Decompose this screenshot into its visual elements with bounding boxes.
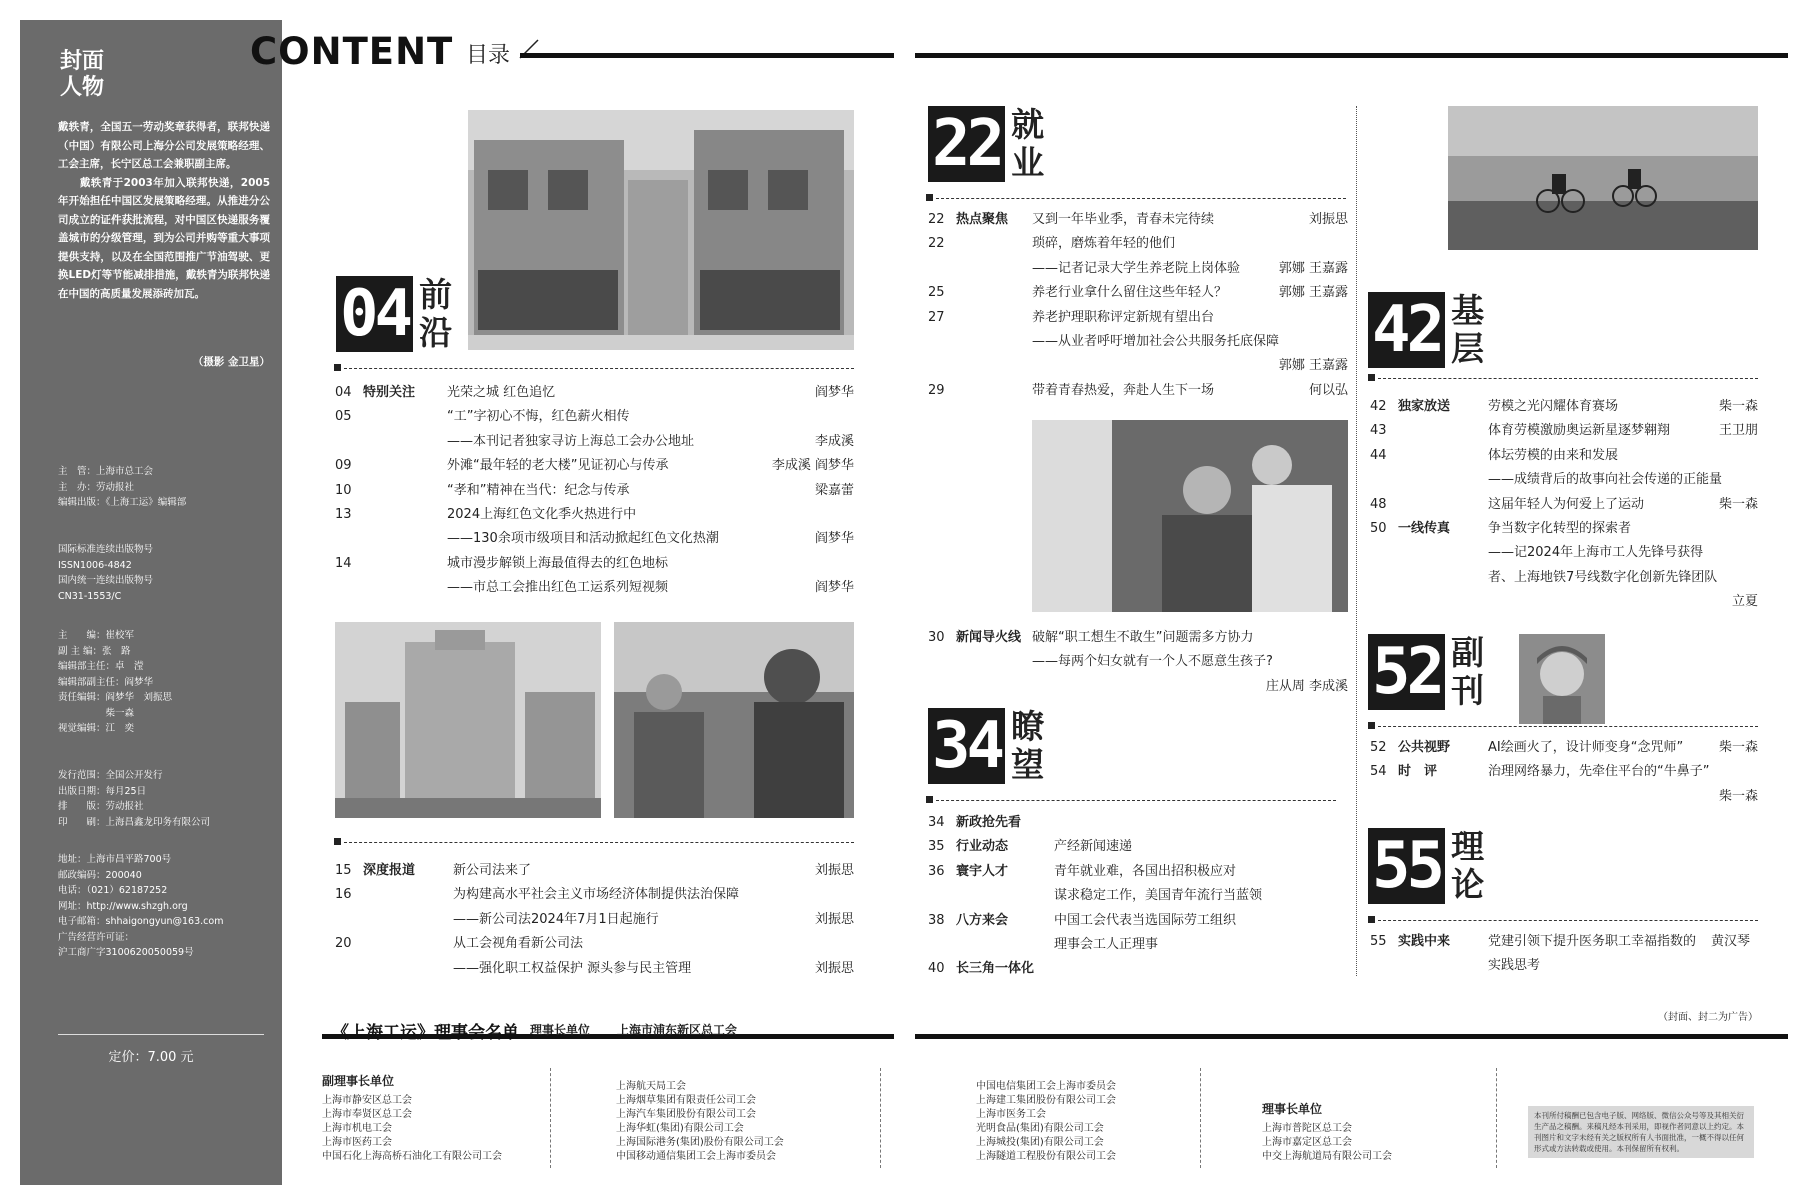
dashed-rule [1378, 920, 1758, 921]
category-label: 行业动态 [956, 839, 1009, 855]
article-title: ——记者记录大学生养老院上岗体验 [1032, 260, 1241, 276]
toc-entry[interactable] [335, 908, 854, 932]
cover-person-title: 封面 人物 [60, 48, 105, 100]
rule-marker [334, 364, 341, 371]
article-author: 刘振思 [814, 863, 854, 878]
article-author: 郭娜 王嘉露 [1278, 358, 1348, 374]
article-title: 理事会工人正理事 [1054, 937, 1159, 952]
dashed-rule [1378, 378, 1758, 379]
rule-marker [1368, 916, 1375, 923]
page-number: 04 [335, 385, 352, 400]
category-label: 深度报道 [363, 863, 416, 878]
toc-entry[interactable] [335, 859, 854, 883]
toc-entry[interactable] [928, 306, 1348, 330]
page-number: 15 [335, 863, 352, 878]
toc-entry[interactable] [1370, 930, 1750, 954]
toc-entry[interactable] [1370, 395, 1758, 419]
toc-entry[interactable] [928, 232, 1348, 256]
category-label: 八方来会 [956, 912, 1009, 928]
section-number: 04 [336, 276, 413, 352]
article-author: 刘振思 [814, 960, 854, 976]
copyright-notice: 本刊所付稿酬已包含电子版、网络版、微信公众号等及其相关衍生产品之稿酬。来稿凡经本刊采用，即视作者同意以上约定。本刊图片和文字未经有关之版权所有人书面批准，一概不得以任何形式或方法转载或使用。本刊保留所有权利。 [1528, 1106, 1754, 1158]
article-author: 柴一森 [1718, 788, 1758, 804]
cover-person-bio: 戴轶青，全国五一劳动奖章获得者，联邦快递（中国）有限公司上海分公司发展策略经理、工会主席，长宁区总工会兼职副主席。 戴轶青于2003年加入联邦快递，2005年开始担任中国区发展策略经理。从推进分公司成立的证件获批流程，对中国区快递服务覆盖城市的分级管理，到为公司并购等重大事项提供支持，以及在全国范围推广节油驾驶、更换LED灯等节能减排措施，戴轶青为联邦快递在中国的高质量发展添砖加瓦。 [58, 121, 270, 300]
page-number: 54 [1370, 764, 1387, 780]
section-number: 22 [928, 106, 1005, 182]
article-title: ——记2024年上海市工人先锋号获得 [1488, 545, 1704, 561]
page-number: 27 [928, 309, 945, 325]
article-author: 柴一森 [1718, 740, 1758, 755]
toc-entry[interactable] [1370, 419, 1758, 443]
member-list: 上海市普陀区总工会 上海市嘉定区总工会 中交上海航道局有限公司工会 [1262, 1123, 1392, 1162]
section-name: 基层 [1451, 291, 1485, 368]
section-badge-42 [1368, 292, 1491, 368]
toc-entry[interactable] [928, 257, 1348, 281]
rule-marker [1368, 722, 1375, 729]
article-author: 李成溪 阎梦华 [771, 458, 854, 474]
page-number: 10 [335, 482, 352, 498]
article-author: 李成溪 [814, 433, 854, 449]
page-number: 25 [928, 285, 945, 301]
category-label: 新政抢先看 [956, 815, 1022, 830]
article-title: ——每两个妇女就有一个人不愿意生孩子? [1032, 654, 1273, 670]
toc-entry[interactable] [928, 281, 1348, 305]
article-title: 养老护理职称评定新规有望出台 [1032, 309, 1215, 325]
article-title: 破解“职工想生不敢生”问题需多方协力 [1032, 630, 1254, 645]
cycling-photo [1448, 106, 1758, 250]
rule-marker [334, 838, 341, 845]
article-author: 柴一森 [1718, 496, 1758, 512]
article-title: 2024上海红色文化季火热进行中 [447, 507, 637, 522]
issn-info: 国际标准连续出版物号 ISSN1006-4842 国内统一连续出版物号 CN31-1553/C [58, 544, 154, 602]
article-title: 带着青春热爱，奔赴人生下一场 [1032, 382, 1215, 398]
category-label: 寰宇人才 [956, 863, 1009, 879]
vice-chair-list-3: 中国电信集团工会上海市委员会 上海建工集团股份有限公司工会 上海市医务工会 光明食品(集团)有限公司工会 上海城投(集团)有限公司工会 上海隧道工程股份有限公司工会 [976, 1081, 1116, 1162]
section-name: 瞭望 [1011, 707, 1045, 784]
dashed-rule [936, 198, 1346, 199]
article-author: 刘振思 [814, 911, 854, 927]
article-author: 阎梦华 [814, 385, 854, 400]
article-author: 郭娜 王嘉露 [1278, 260, 1348, 276]
rule-marker [1368, 374, 1375, 381]
page-number: 14 [335, 555, 352, 571]
section-badge-34 [928, 708, 1051, 784]
toc-entry[interactable] [1370, 590, 1758, 614]
article-title: 劳模之光闪耀体育赛场 [1488, 399, 1619, 414]
content-heading: CONTENT [250, 30, 454, 73]
toc-entry[interactable] [928, 330, 1348, 354]
member-label: 理事长单位 [1262, 1102, 1323, 1116]
distribution-info: 发行范围：全国公开发行 出版日期：每月25日 排 版：劳动报社 印 刷：上海昌鑫龙印务有限公司 [58, 770, 211, 828]
toc-entry[interactable] [928, 354, 1348, 378]
article-title: ——新公司法2024年7月1日起施行 [453, 911, 659, 927]
statue-visit-photo [614, 622, 854, 818]
historic-building-photo [468, 110, 854, 350]
article-title: 治理网络暴力，先牵住平台的“牛鼻子” [1488, 764, 1710, 780]
category-label: 新闻导火线 [956, 630, 1022, 645]
divider [58, 1034, 264, 1035]
article-title: 从工会视角看新公司法 [453, 936, 584, 952]
page-number: 38 [928, 912, 945, 928]
header-rule-left [520, 53, 894, 58]
article-title: 谋求稳定工作，美国青年流行当蓝领 [1054, 888, 1263, 904]
page-number: 35 [928, 839, 945, 855]
toc-entry[interactable] [335, 405, 854, 429]
toc-entry[interactable] [335, 454, 854, 478]
article-title: 外滩“最年轻的老大楼”见证初心与传承 [447, 458, 669, 474]
article-author: 阎梦华 [814, 580, 854, 596]
article-author: 柴一森 [1718, 399, 1758, 414]
article-author: 何以弘 [1308, 382, 1348, 398]
article-title: 又到一年毕业季，青春未完待续 [1032, 212, 1215, 227]
article-title: 养老行业拿什么留住这些年轻人？ [1032, 285, 1228, 301]
toc-entry[interactable] [1370, 517, 1758, 541]
column-separator [1356, 106, 1357, 976]
bund-building-photo [335, 622, 601, 818]
toc-entry[interactable] [335, 576, 854, 600]
toc-entry[interactable] [928, 650, 1348, 674]
toc-entry[interactable] [1370, 736, 1758, 760]
article-title: 实践思考 [1488, 958, 1541, 974]
rule-marker [926, 796, 933, 803]
article-title: ——强化职工权益保护 源头参与民主管理 [453, 960, 692, 976]
elder-care-photo [1032, 420, 1348, 612]
editorial-staff: 主 编：崔校军 副 主 编：张 路 编辑部主任：卓 滢 编辑部副主任：阎梦华 责任编辑：阎梦华 刘振思 柴一森 视觉编辑：江 奕 [58, 630, 173, 734]
toc-entry[interactable] [928, 909, 1328, 933]
article-author: 阎梦华 [814, 531, 854, 547]
price: 定价：7.00 元 [108, 1050, 194, 1065]
page-number: 05 [335, 409, 352, 425]
article-title: ——130余项市级项目和活动掀起红色文化热潮 [447, 531, 719, 547]
dashed-rule [344, 842, 854, 843]
section-number: 34 [928, 708, 1005, 784]
section-number: 42 [1368, 292, 1445, 368]
article-title: 者、上海地铁7号线数字化创新先锋团队 [1488, 569, 1718, 585]
header-rule-right [915, 53, 1788, 58]
section-number: 55 [1368, 828, 1445, 904]
council-title: 《上海工运》理事会名单 [332, 1023, 519, 1043]
category-label: 长三角一体化 [956, 961, 1035, 977]
article-title: 城市漫步解锁上海最值得去的红色地标 [447, 555, 669, 571]
toc-entry[interactable] [335, 430, 854, 454]
category-label: 热点聚焦 [956, 212, 1009, 227]
toc-entry[interactable] [1370, 785, 1758, 809]
page-number: 55 [1370, 934, 1387, 949]
article-title: 光荣之城 红色追忆 [447, 385, 556, 400]
toc-entry[interactable] [1370, 468, 1758, 492]
category-label: 时 评 [1398, 764, 1438, 780]
article-author: 立夏 [1731, 594, 1758, 610]
article-title: ——本刊记者独家寻访上海总工会办公地址 [447, 433, 695, 449]
article-author: 刘振思 [1308, 212, 1348, 227]
bottom-separator [880, 1068, 881, 1168]
dashed-rule [1378, 726, 1758, 727]
toc-entry[interactable] [1370, 493, 1758, 517]
toc-entry[interactable] [928, 675, 1348, 699]
bottom-separator [1496, 1068, 1497, 1168]
page-number: 52 [1370, 740, 1387, 755]
article-title: 中国工会代表当选国际劳工组织 [1054, 912, 1237, 928]
section-name: 副刊 [1451, 633, 1485, 710]
article-author: 郭娜 王嘉露 [1278, 285, 1348, 301]
ai-art-photo [1519, 634, 1605, 724]
toc-entry[interactable] [335, 527, 854, 551]
toc-entry[interactable] [335, 381, 854, 405]
article-title: 体育劳模激励奥运新星逐梦翱翔 [1488, 423, 1671, 439]
article-title: “孝和”精神在当代：纪念与传承 [447, 482, 630, 498]
section-badge-22 [928, 106, 1051, 182]
mulu-heading: 目录 [466, 43, 511, 68]
toc-entry[interactable] [928, 933, 1328, 957]
article-title: 党建引领下提升医务职工幸福指数的 [1488, 934, 1697, 949]
dashed-rule [344, 368, 854, 369]
toc-entry[interactable] [1370, 444, 1758, 468]
page-number: 16 [335, 887, 352, 903]
toc-entry[interactable] [335, 957, 854, 981]
page-number: 29 [928, 382, 945, 398]
toc-entry[interactable] [928, 208, 1348, 232]
page-number: 44 [1370, 447, 1387, 463]
category-label: 特别关注 [363, 385, 416, 400]
article-title: 体坛劳模的由来和发展 [1488, 447, 1619, 463]
article-author: 庄从周 李成溪 [1265, 678, 1348, 694]
article-title: ——成绩背后的故事向社会传递的正能量 [1488, 472, 1723, 488]
photo-credit: （摄影 金卫星） [192, 356, 270, 368]
toc-entry[interactable] [335, 932, 854, 956]
page-number: 30 [928, 630, 945, 645]
vice-chair-label: 副理事长单位 [322, 1074, 395, 1088]
section-number: 52 [1368, 634, 1445, 710]
page-number: 50 [1370, 521, 1387, 536]
article-title: AI绘画火了，设计师变身“念咒师” [1488, 740, 1684, 755]
ad-note: （封面、封二为广告） [1658, 1012, 1758, 1023]
article-author: 黄汉琴 [1710, 934, 1750, 949]
category-label: 公共视野 [1398, 740, 1451, 755]
article-title: “工”字初心不悔，红色薪火相传 [447, 409, 630, 425]
category-label: 一线传真 [1398, 521, 1451, 536]
toc-entry[interactable] [335, 503, 854, 527]
toc-entry[interactable] [928, 811, 1328, 835]
section-name: 前沿 [419, 275, 453, 352]
article-title: 产经新闻速递 [1054, 839, 1133, 855]
section-badge-04 [336, 276, 459, 352]
page-number: 36 [928, 863, 945, 879]
article-author: 梁嘉蕾 [814, 482, 854, 498]
article-title: 新公司法来了 [453, 863, 532, 878]
rule-marker [926, 194, 933, 201]
section-name: 就业 [1011, 105, 1045, 182]
article-title: 为构建高水平社会主义市场经济体制提供法治保障 [453, 887, 740, 903]
toc-entry[interactable] [1370, 954, 1750, 978]
article-author: 王卫朋 [1718, 423, 1758, 439]
toc-entry[interactable] [928, 626, 1348, 650]
cover-person-sidebar [20, 20, 282, 1185]
toc-entry[interactable] [1370, 760, 1758, 784]
dashed-rule [936, 800, 1336, 801]
page-number: 22 [928, 212, 945, 227]
toc-entry[interactable] [1370, 541, 1758, 565]
page-number: 09 [335, 458, 352, 474]
section-name: 理论 [1451, 827, 1485, 904]
page-number: 43 [1370, 423, 1387, 439]
page-number: 40 [928, 961, 945, 977]
toc-entry[interactable] [335, 479, 854, 503]
page-number: 34 [928, 815, 945, 830]
toc-entry[interactable] [1370, 566, 1758, 590]
vice-chair-list-2: 上海航天局工会 上海烟草集团有限责任公司工会 上海汽车集团股份有限公司工会 上海华虹(集团)有限公司工会 上海国际港务(集团)股份有限公司工会 中国移动通信集团工会上海市委员会 [616, 1081, 784, 1162]
toc-entry[interactable] [928, 957, 1328, 981]
toc-entry[interactable] [335, 883, 854, 907]
toc-entry[interactable] [928, 884, 1328, 908]
council-rule-right [915, 1034, 1788, 1039]
page-number: 22 [928, 236, 945, 252]
page-number: 42 [1370, 399, 1387, 414]
article-title: 青年就业难，各国出招积极应对 [1054, 863, 1237, 879]
article-title: ——市总工会推出红色工运系列短视频 [447, 580, 669, 596]
bottom-separator [1200, 1068, 1201, 1168]
council-chair-label: 理事长单位 [530, 1023, 591, 1037]
article-title: ——从业者呼吁增加社会公共服务托底保障 [1032, 334, 1280, 349]
page-number: 13 [335, 507, 352, 522]
article-title: 这届年轻人为何爱上了运动 [1488, 496, 1645, 512]
section-badge-55 [1368, 828, 1491, 904]
toc-entry[interactable] [928, 860, 1328, 884]
page-number: 20 [335, 936, 352, 952]
publisher-info: 主 管：上海市总工会 主 办：劳动报社 编辑出版：《上海工运》编辑部 [58, 466, 187, 508]
article-title: 琐碎，磨炼着年轻的他们 [1032, 236, 1176, 252]
council-chair-value: 上海市浦东新区总工会 [617, 1023, 738, 1037]
toc-entry[interactable] [335, 552, 854, 576]
contact-info: 地址：上海市昌平路700号 邮政编码：200040 电话：（021）62187252 网址：http://www.shzgh.org 电子邮箱：shhaigongyun@163.com 广告经营许可证： 沪工商广字3100620050059号 [58, 854, 224, 958]
vice-chair-list-1: 上海市静安区总工会 上海市奉贤区总工会 上海市机电工会 上海市医药工会 中国石化上海高桥石油化工有限公司工会 [322, 1095, 502, 1162]
toc-entry[interactable] [928, 835, 1328, 859]
category-label: 实践中来 [1398, 934, 1451, 949]
bottom-separator [550, 1068, 551, 1168]
section-badge-52 [1368, 634, 1491, 710]
toc-entry[interactable] [928, 379, 1348, 403]
article-title: 争当数字化转型的探索者 [1488, 521, 1632, 536]
category-label: 独家放送 [1398, 399, 1451, 414]
page-number: 48 [1370, 496, 1387, 512]
